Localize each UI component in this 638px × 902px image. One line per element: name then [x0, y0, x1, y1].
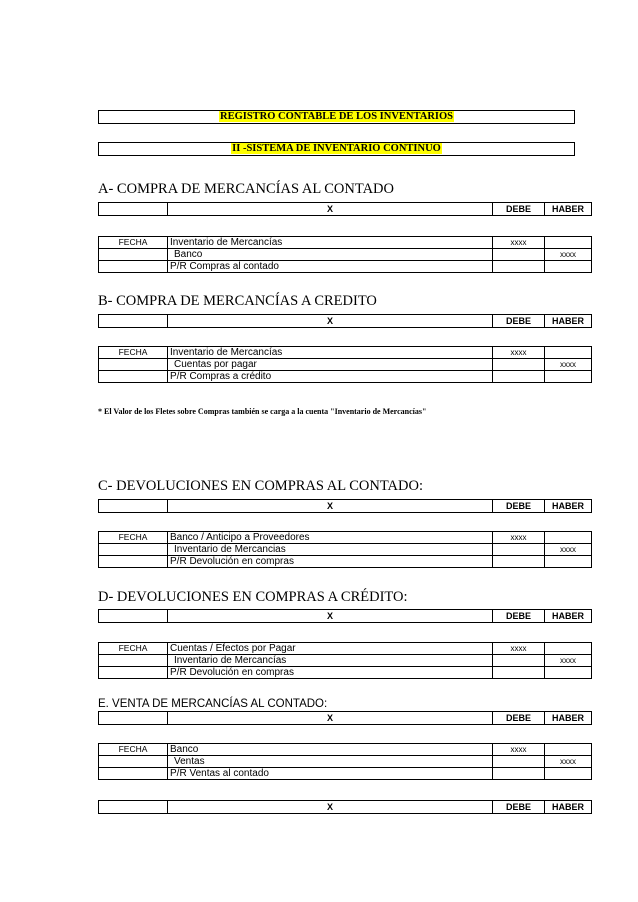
concepto-cell: Cuentas por pagar — [168, 359, 493, 371]
section-c-header — [98, 499, 592, 513]
fecha-cell — [99, 756, 168, 768]
header-blank — [99, 500, 168, 513]
section-c-journal — [98, 531, 592, 568]
subtitle-banner — [98, 142, 575, 156]
concepto-cell: P/R Ventas al contado — [168, 768, 493, 780]
section-d-title: D- DEVOLUCIONES EN COMPRAS A CRÉDITO: — [98, 589, 408, 605]
fecha-cell: FECHA — [99, 744, 168, 756]
section-e-journal — [98, 743, 592, 780]
table-row — [99, 655, 592, 667]
haber-cell — [545, 347, 592, 359]
section-d-header — [98, 609, 592, 623]
debe-cell — [493, 667, 545, 679]
haber-cell: xxxx — [545, 359, 592, 371]
section-b-journal — [98, 346, 592, 383]
header-debe: DEBE — [493, 500, 545, 513]
table-row — [99, 768, 592, 780]
table-row — [99, 756, 592, 768]
section-a-journal — [98, 236, 592, 273]
table-row — [99, 744, 592, 756]
haber-cell — [545, 667, 592, 679]
table-row — [99, 643, 592, 655]
debe-cell: xxxx — [493, 347, 545, 359]
debe-cell: xxxx — [493, 643, 545, 655]
concepto-cell: Inventario de Mercancías — [168, 655, 493, 667]
concepto-cell: P/R Compras al contado — [168, 261, 493, 273]
header-x: X — [168, 500, 493, 513]
debe-cell — [493, 556, 545, 568]
section-e-header — [98, 711, 592, 725]
section-b-title: B- COMPRA DE MERCANCÍAS A CREDITO — [98, 293, 377, 309]
concepto-cell: P/R Devolución en compras — [168, 556, 493, 568]
table-row — [99, 249, 592, 261]
section-d-journal — [98, 642, 592, 679]
concepto-cell: P/R Compras a crédito — [168, 371, 493, 383]
fecha-cell — [99, 655, 168, 667]
fecha-cell — [99, 261, 168, 273]
concepto-cell: Cuentas / Efectos por Pagar — [168, 643, 493, 655]
header-x: X — [168, 610, 493, 623]
header-debe: DEBE — [493, 610, 545, 623]
header-haber: HABER — [545, 315, 592, 328]
header-blank — [99, 610, 168, 623]
table-row — [99, 544, 592, 556]
section-a-header — [98, 202, 592, 216]
fecha-cell — [99, 667, 168, 679]
header-haber: HABER — [545, 712, 592, 725]
fletes-note: * El Valor de los Fletes sobre Compras también se carga a la cuenta "Inventario de Mercancías" — [98, 407, 427, 416]
header-haber: HABER — [545, 610, 592, 623]
header-x: X — [168, 712, 493, 725]
header-debe: DEBE — [493, 203, 545, 216]
debe-cell — [493, 544, 545, 556]
concepto-cell: P/R Devolución en compras — [168, 667, 493, 679]
debe-cell: xxxx — [493, 532, 545, 544]
document-subtitle: II -SISTEMA DE INVENTARIO CONTINUO — [232, 143, 441, 154]
debe-cell: xxxx — [493, 744, 545, 756]
fecha-cell — [99, 768, 168, 780]
fecha-cell — [99, 249, 168, 261]
header-haber: HABER — [545, 801, 592, 814]
debe-cell — [493, 371, 545, 383]
section-b-header — [98, 314, 592, 328]
header-x: X — [168, 315, 493, 328]
fecha-cell: FECHA — [99, 237, 168, 249]
debe-cell — [493, 249, 545, 261]
table-row — [99, 667, 592, 679]
section-c-title: C- DEVOLUCIONES EN COMPRAS AL CONTADO: — [98, 478, 423, 494]
fecha-cell: FECHA — [99, 347, 168, 359]
trailing-header — [98, 800, 592, 814]
header-blank — [99, 712, 168, 725]
table-row — [99, 371, 592, 383]
concepto-cell: Inventario de Mercancías — [168, 347, 493, 359]
fecha-cell — [99, 359, 168, 371]
table-row — [99, 532, 592, 544]
debe-cell — [493, 756, 545, 768]
header-x: X — [168, 801, 493, 814]
section-a-title: A- COMPRA DE MERCANCÍAS AL CONTADO — [98, 181, 394, 197]
debe-cell — [493, 768, 545, 780]
header-blank — [99, 203, 168, 216]
header-blank — [99, 801, 168, 814]
haber-cell: xxxx — [545, 655, 592, 667]
haber-cell: xxxx — [545, 249, 592, 261]
fecha-cell — [99, 371, 168, 383]
table-row — [99, 347, 592, 359]
haber-cell: xxxx — [545, 544, 592, 556]
table-row — [99, 556, 592, 568]
title-banner — [98, 110, 575, 124]
header-debe: DEBE — [493, 801, 545, 814]
section-e-title: E. VENTA DE MERCANCÍAS AL CONTADO: — [98, 698, 328, 710]
haber-cell: xxxx — [545, 756, 592, 768]
haber-cell — [545, 371, 592, 383]
haber-cell — [545, 643, 592, 655]
haber-cell — [545, 556, 592, 568]
header-haber: HABER — [545, 500, 592, 513]
haber-cell — [545, 768, 592, 780]
concepto-cell: Banco — [168, 744, 493, 756]
debe-cell: xxxx — [493, 237, 545, 249]
fecha-cell — [99, 544, 168, 556]
debe-cell — [493, 261, 545, 273]
haber-cell — [545, 744, 592, 756]
table-row — [99, 237, 592, 249]
concepto-cell: Banco — [168, 249, 493, 261]
header-blank — [99, 315, 168, 328]
header-debe: DEBE — [493, 315, 545, 328]
table-row — [99, 261, 592, 273]
haber-cell — [545, 532, 592, 544]
haber-cell — [545, 261, 592, 273]
header-x: X — [168, 203, 493, 216]
concepto-cell: Banco / Anticipo a Proveedores — [168, 532, 493, 544]
fecha-cell: FECHA — [99, 643, 168, 655]
table-row — [99, 359, 592, 371]
haber-cell — [545, 237, 592, 249]
concepto-cell: Ventas — [168, 756, 493, 768]
concepto-cell: Inventario de Mercancias — [168, 544, 493, 556]
fecha-cell — [99, 556, 168, 568]
document-title: REGISTRO CONTABLE DE LOS INVENTARIOS — [220, 111, 453, 122]
header-haber: HABER — [545, 203, 592, 216]
fecha-cell: FECHA — [99, 532, 168, 544]
header-debe: DEBE — [493, 712, 545, 725]
debe-cell — [493, 359, 545, 371]
concepto-cell: Inventario de Mercancías — [168, 237, 493, 249]
debe-cell — [493, 655, 545, 667]
